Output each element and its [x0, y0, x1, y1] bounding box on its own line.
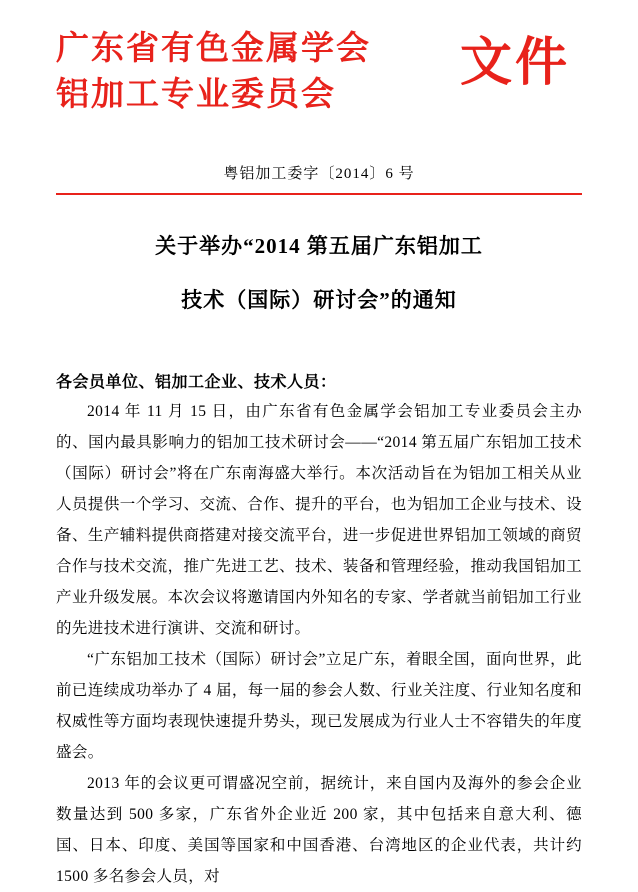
salutation: 各会员单位、铝加工企业、技术人员： [56, 374, 337, 391]
title-line-1: 关于举办“2014 第五届广东铝加工 [155, 234, 483, 258]
body-paragraph-3: 2013 年的会议更可谓盛况空前，据统计，来自国内及海外的参会企业数量达到 500 多家，广东省外企业近 200 家，其中包括来自意大利、德国、日本、印度、美国等国家和中国香港、台湾地区的企业代表，共计约 1500 多名参会人员，对 [56, 775, 582, 885]
organization-line-1: 广东省有色金属学会 [56, 31, 371, 67]
title-line-2: 技术（国际）研讨会”的通知 [181, 288, 457, 312]
document-word-label: 文件 [459, 35, 570, 92]
red-divider-rule [56, 193, 582, 195]
document-number: 粤铝加工委字〔2014〕6 号 [223, 166, 415, 182]
page-title [56, 219, 582, 327]
organization-line-2: 铝加工专业委员会 [56, 77, 336, 113]
letterhead [56, 0, 582, 150]
body-paragraph-1: 2014 年 11 月 15 日，由广东省有色金属学会铝加工专业委员会主办的、国内最具影响力的铝加工技术研讨会——“2014 第五届广东铝加工技术（国际）研讨会”将在广东南海盛大举行。本次活动旨在为铝加工相关从业人员提供一个学习、交流、合作、提升的平台，也为铝加工企业与技术、设备、生产辅料提供商搭建对接交流平台，进一步促进世界铝加工领域的商贸合作与技术交流，推广先进工艺、技术、装备和管理经验，推动我国铝加工产业升级发展。本次会议将邀请国内外知名的专家、学者就当前铝加工行业的先进技术进行演讲、交流和研讨。 [56, 403, 582, 637]
body-paragraph-2: “广东铝加工技术（国际）研讨会”立足广东，着眼全国，面向世界，此前已连续成功举办了 4 届，每一届的参会人数、行业关注度、行业知名度和权威性等方面均表现快速提升势头，现已发展成为行业人士不容错失的年度盛会。 [56, 651, 582, 761]
